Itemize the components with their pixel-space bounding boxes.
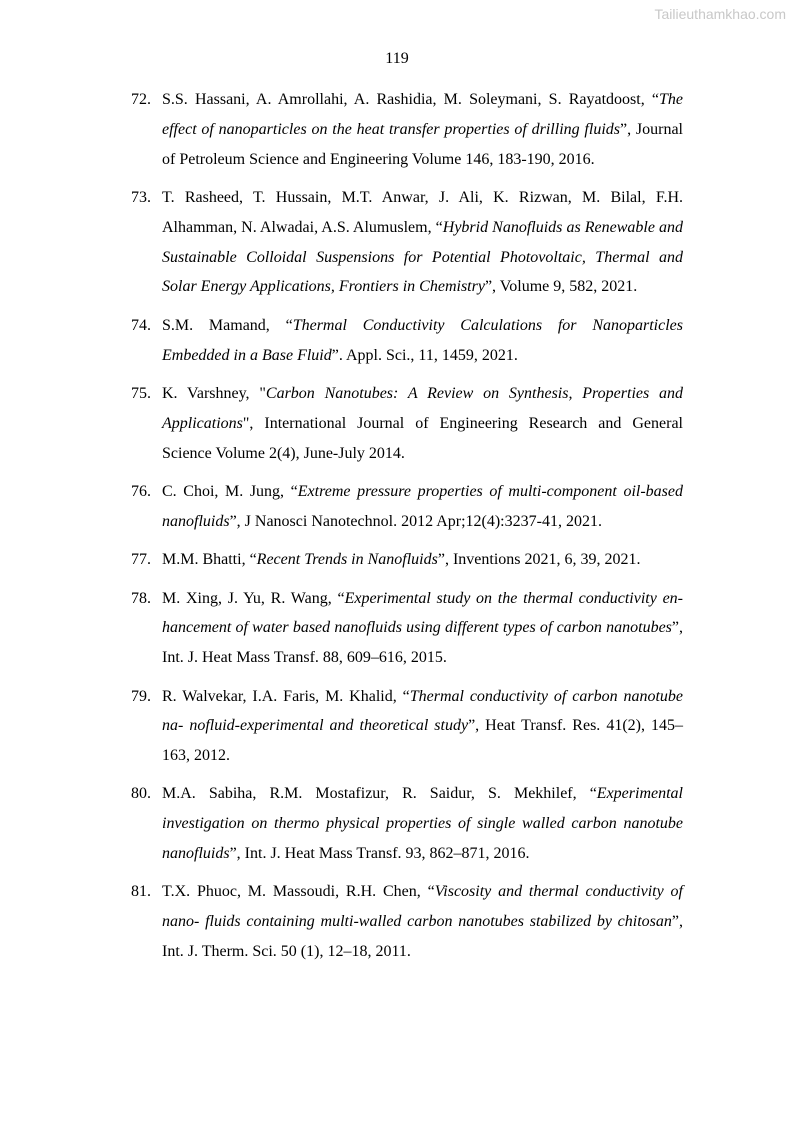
reference-authors: M. Xing, J. Yu, R. Wang, “ [162, 589, 345, 607]
reference-number: 74. [131, 316, 151, 334]
reference-number: 80. [131, 785, 151, 803]
reference-item [131, 682, 683, 771]
reference-number: 78. [131, 589, 151, 607]
reference-source: ”, Heat Transf. Res. 41(2), 145–163, 2012. [162, 717, 683, 765]
reference-item [131, 877, 683, 966]
reference-authors: R. Walvekar, I.A. Faris, M. Khalid, “ [162, 687, 410, 705]
reference-text [162, 189, 683, 295]
reference-text [162, 385, 683, 462]
reference-authors: M.M. Bhatti, “ [162, 551, 257, 569]
reference-number: 79. [131, 687, 151, 705]
reference-source: ”, J Nanosci Nanotechnol. 2012 Apr;12(4):3237-41, 2021. [229, 512, 602, 530]
reference-number: 77. [131, 551, 151, 569]
reference-title: The effect of nanoparticles on the heat transfer properties of drilling fluids [162, 91, 683, 138]
reference-authors: M.A. Sabiha, R.M. Mostafizur, R. Saidur, S. Mekhilef, “ [162, 785, 597, 803]
reference-item [131, 584, 683, 673]
reference-authors: T.X. Phuoc, M. Massoudi, R.H. Chen, “ [162, 883, 435, 901]
reference-authors: T. Rasheed, T. Hussain, M.T. Anwar, J. Ali, K. Rizwan, M. Bilal, F.H. Alhamman, N. Alwadai, A.S. Alumuslem, “ [162, 188, 683, 236]
reference-number: 72. [131, 91, 151, 108]
reference-text [162, 590, 683, 667]
reference-number: 73. [131, 188, 151, 206]
reference-authors: S.M. Mamand, “ [162, 316, 293, 334]
reference-list [131, 85, 683, 975]
reference-title: Hybrid Nanofluids as Renewable and Sustainable Colloidal Suspensions for Potential Photovoltaic, Thermal and Solar Energy Applications, Frontiers in Chemistry [162, 218, 684, 296]
reference-authors: K. Varshney, " [162, 384, 266, 402]
reference-source: ”, Volume 9, 582, 2021. [484, 278, 638, 296]
page-number: 119 [385, 50, 409, 67]
reference-item [131, 85, 683, 174]
reference-number: 75. [131, 384, 151, 402]
reference-item [131, 779, 683, 868]
reference-title: Viscosity and thermal conductivity of nano- fluids containing multi-walled carbon nanotubes stabilized by chitosan [162, 883, 683, 931]
reference-number: 81. [131, 883, 151, 901]
reference-source: ”, Int. J. Heat Mass Transf. 88, 609–616, 2015. [162, 619, 683, 667]
reference-source: ", International Journal of Engineering Research and General Science Volume 2(4), June-July 2014. [162, 414, 683, 462]
watermark: Tailieuthamkhao.com [654, 6, 786, 22]
reference-source: ”, Journal of Petroleum Science and Engineering Volume 146, 183-190, 2016. [162, 120, 683, 168]
reference-title: Experimental study on the thermal conductivity en- hancement of water based nanofluids using different types of carbon nanotubes [162, 589, 684, 637]
reference-item [131, 311, 683, 371]
reference-source: ”, Int. J. Therm. Sci. 50 (1), 12–18, 2011. [162, 913, 683, 961]
reference-item [131, 379, 683, 468]
reference-source: ”, Inventions 2021, 6, 39, 2021. [437, 551, 641, 569]
reference-title: Thermal Conductivity Calculations for Nanoparticles Embedded in a Base Fluid [162, 316, 683, 364]
reference-title: Recent Trends in Nanofluids [256, 551, 438, 569]
reference-number: 76. [131, 482, 151, 500]
reference-text [162, 317, 683, 364]
reference-item [131, 477, 683, 537]
reference-text [162, 483, 683, 530]
reference-source: ”, Int. J. Heat Mass Transf. 93, 862–871, 2016. [229, 845, 530, 863]
reference-title: Carbon Nanotubes: A Review on Synthesis, Properties and Applications [162, 384, 684, 432]
reference-text [162, 785, 683, 862]
reference-authors: S.S. Hassani, A. Amrollahi, A. Rashidia, M. Soleymani, S. Rayatdoost, “ [162, 91, 659, 108]
reference-title: Experimental investigation on thermo physical properties of single walled carbon nanotube nanofluids [162, 785, 683, 863]
reference-text [162, 91, 683, 168]
reference-item [131, 183, 683, 302]
reference-text [162, 551, 641, 568]
reference-source: ”. Appl. Sci., 11, 1459, 2021. [331, 346, 518, 364]
reference-item [131, 545, 683, 575]
reference-authors: C. Choi, M. Jung, “ [162, 482, 298, 500]
reference-title: Thermal conductivity of carbon nanotube na- nofluid-experimental and theoretical study [162, 687, 683, 735]
reference-text [162, 883, 683, 960]
reference-text [162, 688, 683, 765]
reference-title: Extreme pressure properties of multi-component oil-based nanofluids [162, 482, 684, 530]
